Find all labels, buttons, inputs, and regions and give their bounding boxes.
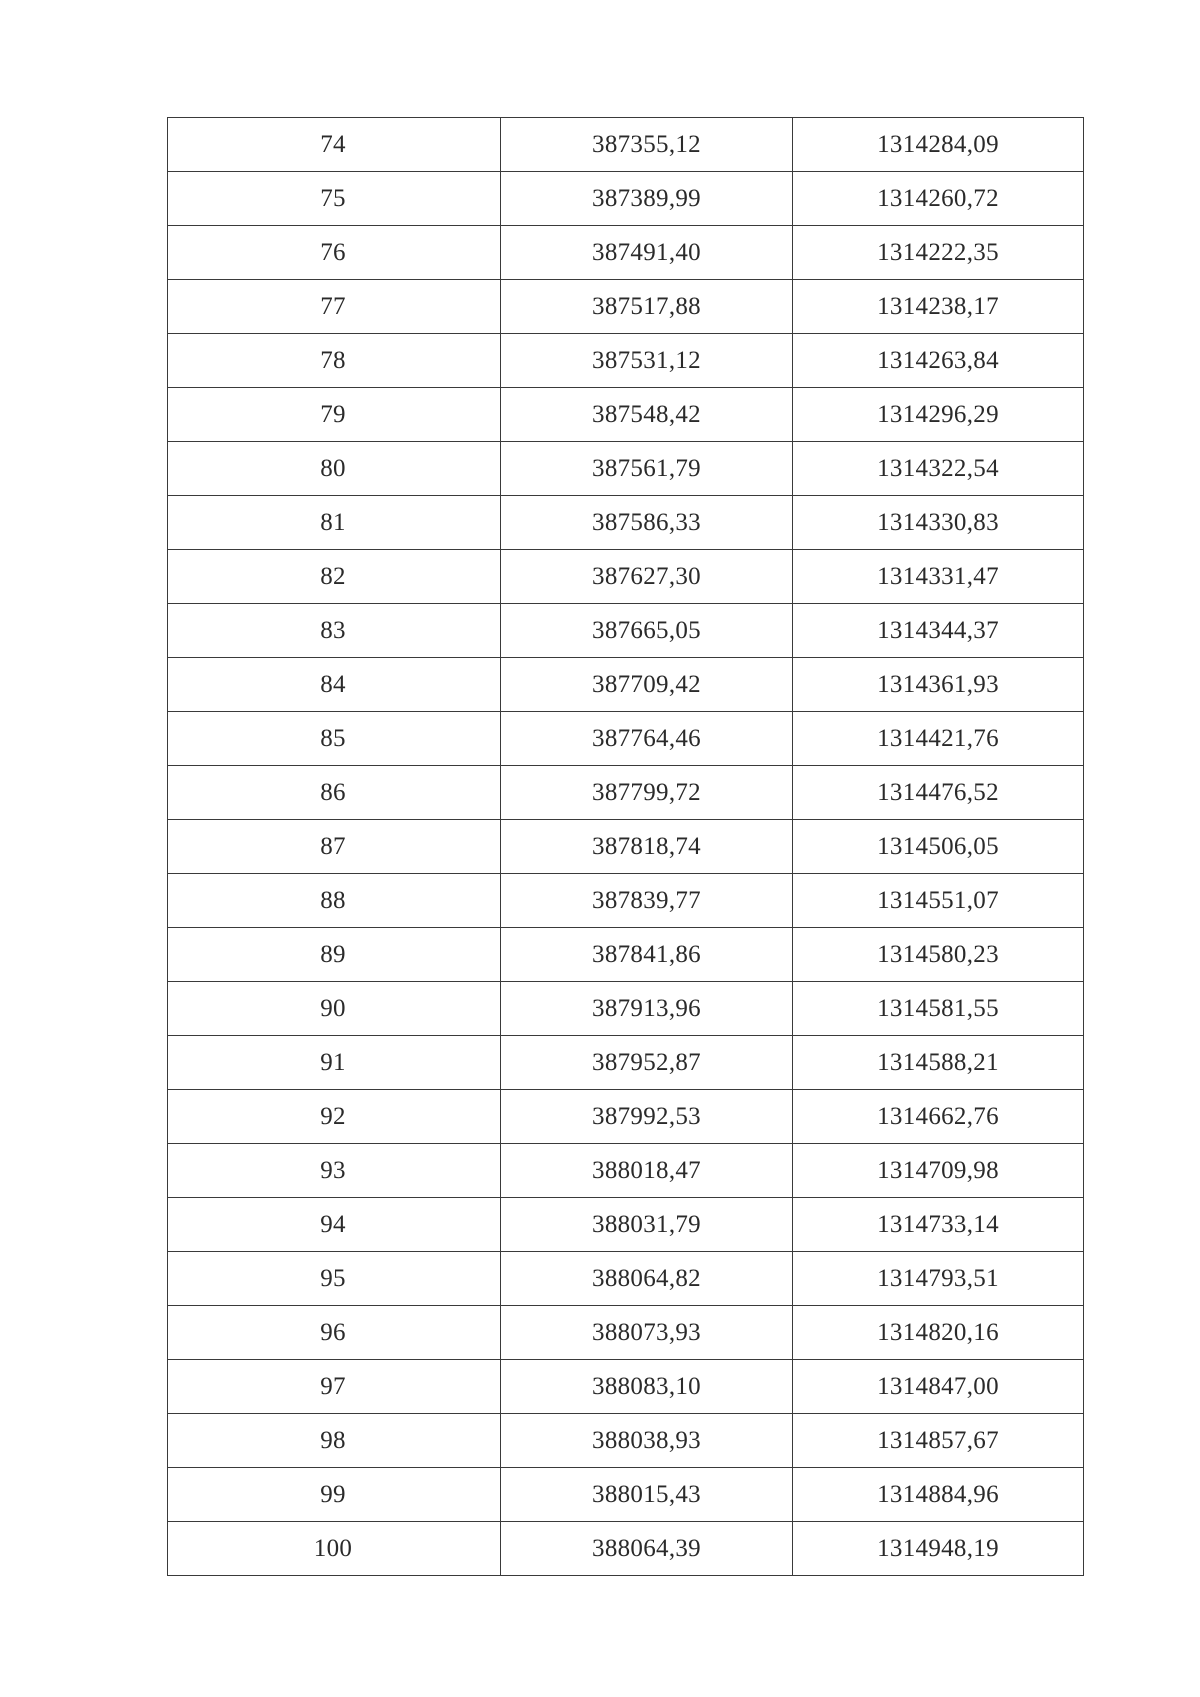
- point-number-cell: 82: [168, 550, 501, 604]
- table-row: [168, 874, 1084, 928]
- table-row: [168, 442, 1084, 496]
- table-row: [168, 226, 1084, 280]
- point-number-cell: 93: [168, 1144, 501, 1198]
- point-number-cell: 97: [168, 1360, 501, 1414]
- y-coordinate-cell: 1314331,47: [793, 550, 1084, 604]
- point-number-cell: 100: [168, 1522, 501, 1576]
- y-coordinate-cell: 1314580,23: [793, 928, 1084, 982]
- y-coordinate-cell: 1314296,29: [793, 388, 1084, 442]
- point-number-cell: 92: [168, 1090, 501, 1144]
- point-number-cell: 98: [168, 1414, 501, 1468]
- point-number-cell: 83: [168, 604, 501, 658]
- point-number-cell: 78: [168, 334, 501, 388]
- table-row: [168, 1036, 1084, 1090]
- y-coordinate-cell: 1314662,76: [793, 1090, 1084, 1144]
- table-row: [168, 982, 1084, 1036]
- x-coordinate-cell: 387913,96: [501, 982, 793, 1036]
- table-row: [168, 1252, 1084, 1306]
- point-number-cell: 79: [168, 388, 501, 442]
- x-coordinate-cell: 388015,43: [501, 1468, 793, 1522]
- x-coordinate-cell: 388031,79: [501, 1198, 793, 1252]
- point-number-cell: 80: [168, 442, 501, 496]
- table-row: [168, 820, 1084, 874]
- x-coordinate-cell: 388064,39: [501, 1522, 793, 1576]
- x-coordinate-cell: 387355,12: [501, 118, 793, 172]
- table-row: [168, 1144, 1084, 1198]
- point-number-cell: 75: [168, 172, 501, 226]
- table-row: [168, 550, 1084, 604]
- y-coordinate-cell: 1314476,52: [793, 766, 1084, 820]
- y-coordinate-cell: 1314421,76: [793, 712, 1084, 766]
- x-coordinate-cell: 387841,86: [501, 928, 793, 982]
- table-row: [168, 1468, 1084, 1522]
- x-coordinate-cell: 387531,12: [501, 334, 793, 388]
- y-coordinate-cell: 1314709,98: [793, 1144, 1084, 1198]
- y-coordinate-cell: 1314733,14: [793, 1198, 1084, 1252]
- x-coordinate-cell: 387952,87: [501, 1036, 793, 1090]
- table-row: [168, 496, 1084, 550]
- point-number-cell: 81: [168, 496, 501, 550]
- y-coordinate-cell: 1314344,37: [793, 604, 1084, 658]
- point-number-cell: 96: [168, 1306, 501, 1360]
- x-coordinate-cell: 387548,42: [501, 388, 793, 442]
- x-coordinate-cell: 388018,47: [501, 1144, 793, 1198]
- x-coordinate-cell: 387517,88: [501, 280, 793, 334]
- table-row: [168, 712, 1084, 766]
- y-coordinate-cell: 1314793,51: [793, 1252, 1084, 1306]
- x-coordinate-cell: 388083,10: [501, 1360, 793, 1414]
- y-coordinate-cell: 1314588,21: [793, 1036, 1084, 1090]
- coordinates-table: [167, 117, 1084, 1576]
- x-coordinate-cell: 387491,40: [501, 226, 793, 280]
- y-coordinate-cell: 1314551,07: [793, 874, 1084, 928]
- point-number-cell: 88: [168, 874, 501, 928]
- x-coordinate-cell: 387764,46: [501, 712, 793, 766]
- y-coordinate-cell: 1314260,72: [793, 172, 1084, 226]
- table-row: [168, 928, 1084, 982]
- x-coordinate-cell: 387839,77: [501, 874, 793, 928]
- point-number-cell: 94: [168, 1198, 501, 1252]
- point-number-cell: 84: [168, 658, 501, 712]
- point-number-cell: 91: [168, 1036, 501, 1090]
- x-coordinate-cell: 387389,99: [501, 172, 793, 226]
- y-coordinate-cell: 1314847,00: [793, 1360, 1084, 1414]
- x-coordinate-cell: 387709,42: [501, 658, 793, 712]
- point-number-cell: 74: [168, 118, 501, 172]
- point-number-cell: 95: [168, 1252, 501, 1306]
- table-row: [168, 172, 1084, 226]
- x-coordinate-cell: 388038,93: [501, 1414, 793, 1468]
- table-row: [168, 118, 1084, 172]
- point-number-cell: 77: [168, 280, 501, 334]
- x-coordinate-cell: 387818,74: [501, 820, 793, 874]
- y-coordinate-cell: 1314263,84: [793, 334, 1084, 388]
- table-row: [168, 1306, 1084, 1360]
- table-row: [168, 766, 1084, 820]
- table-row: [168, 658, 1084, 712]
- x-coordinate-cell: 387992,53: [501, 1090, 793, 1144]
- y-coordinate-cell: 1314330,83: [793, 496, 1084, 550]
- point-number-cell: 87: [168, 820, 501, 874]
- table-row: [168, 334, 1084, 388]
- table-row: [168, 1414, 1084, 1468]
- y-coordinate-cell: 1314857,67: [793, 1414, 1084, 1468]
- y-coordinate-cell: 1314361,93: [793, 658, 1084, 712]
- y-coordinate-cell: 1314581,55: [793, 982, 1084, 1036]
- point-number-cell: 76: [168, 226, 501, 280]
- x-coordinate-cell: 387799,72: [501, 766, 793, 820]
- table-row: [168, 604, 1084, 658]
- point-number-cell: 90: [168, 982, 501, 1036]
- x-coordinate-cell: 387586,33: [501, 496, 793, 550]
- y-coordinate-cell: 1314948,19: [793, 1522, 1084, 1576]
- y-coordinate-cell: 1314884,96: [793, 1468, 1084, 1522]
- x-coordinate-cell: 388064,82: [501, 1252, 793, 1306]
- y-coordinate-cell: 1314820,16: [793, 1306, 1084, 1360]
- point-number-cell: 99: [168, 1468, 501, 1522]
- y-coordinate-cell: 1314284,09: [793, 118, 1084, 172]
- y-coordinate-cell: 1314322,54: [793, 442, 1084, 496]
- x-coordinate-cell: 388073,93: [501, 1306, 793, 1360]
- table-row: [168, 280, 1084, 334]
- x-coordinate-cell: 387627,30: [501, 550, 793, 604]
- table-row: [168, 1522, 1084, 1576]
- point-number-cell: 89: [168, 928, 501, 982]
- table-row: [168, 1198, 1084, 1252]
- x-coordinate-cell: 387561,79: [501, 442, 793, 496]
- coordinates-table-body: [168, 118, 1084, 1576]
- y-coordinate-cell: 1314238,17: [793, 280, 1084, 334]
- point-number-cell: 86: [168, 766, 501, 820]
- table-row: [168, 1090, 1084, 1144]
- table-row: [168, 1360, 1084, 1414]
- x-coordinate-cell: 387665,05: [501, 604, 793, 658]
- point-number-cell: 85: [168, 712, 501, 766]
- y-coordinate-cell: 1314222,35: [793, 226, 1084, 280]
- table-row: [168, 388, 1084, 442]
- y-coordinate-cell: 1314506,05: [793, 820, 1084, 874]
